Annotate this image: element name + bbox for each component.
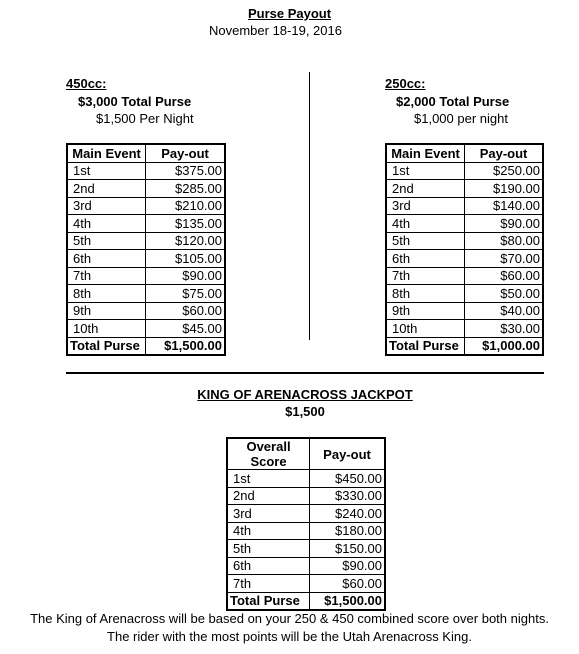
table-row <box>386 197 543 215</box>
vertical-divider <box>309 72 310 340</box>
place-cell: 8th <box>386 285 465 303</box>
payout-cell: $45.00 <box>146 320 225 338</box>
table-row <box>386 215 543 233</box>
class-450-per-night: $1,500 Per Night <box>96 111 194 126</box>
payout-table-450 <box>66 143 226 356</box>
payout-cell: $90.00 <box>146 267 225 285</box>
place-cell: 3rd <box>67 197 146 215</box>
place-cell: 5th <box>67 232 146 250</box>
table-row <box>386 302 543 320</box>
table-row <box>227 487 385 505</box>
total-value: $1,500.00 <box>146 337 225 355</box>
table-row <box>67 302 225 320</box>
col-header-main-event: Main Event <box>67 144 146 162</box>
table-row <box>67 215 225 233</box>
table-row <box>227 470 385 488</box>
total-label: Total Purse <box>227 592 310 610</box>
class-250-label: 250cc: <box>385 76 426 91</box>
place-cell: 4th <box>386 215 465 233</box>
place-cell: 1st <box>227 470 310 488</box>
footer-line-2: The rider with the most points will be the Utah Arenacross King. <box>107 629 472 644</box>
place-cell: 8th <box>67 285 146 303</box>
payout-cell: $330.00 <box>310 487 385 505</box>
jackpot-title: KING OF ARENACROSS JACKPOT <box>197 387 413 402</box>
payout-cell: $60.00 <box>310 575 385 593</box>
table-row <box>386 250 543 268</box>
payout-cell: $450.00 <box>310 470 385 488</box>
payout-cell: $180.00 <box>310 522 385 540</box>
place-cell: 3rd <box>386 197 465 215</box>
payout-cell: $90.00 <box>310 557 385 575</box>
event-date: November 18-19, 2016 <box>209 23 342 38</box>
place-cell: 5th <box>227 540 310 558</box>
place-cell: 10th <box>67 320 146 338</box>
class-250-per-night: $1,000 per night <box>414 111 508 126</box>
payout-cell: $105.00 <box>146 250 225 268</box>
col-header-main-event: Main Event <box>386 144 465 162</box>
payout-cell: $30.00 <box>465 320 543 338</box>
table-row <box>386 320 543 338</box>
payout-cell: $140.00 <box>465 197 543 215</box>
place-cell: 3rd <box>227 505 310 523</box>
class-450-label: 450cc: <box>66 76 107 91</box>
footer-line-1: The King of Arenacross will be based on your 250 & 450 combined score over both nights. <box>30 611 549 626</box>
place-cell: 1st <box>67 162 146 180</box>
payout-cell: $80.00 <box>465 232 543 250</box>
place-cell: 4th <box>67 215 146 233</box>
place-cell: 2nd <box>386 180 465 198</box>
payout-cell: $120.00 <box>146 232 225 250</box>
table-row <box>227 557 385 575</box>
place-cell: 4th <box>227 522 310 540</box>
total-row <box>67 337 225 355</box>
place-cell: 2nd <box>67 180 146 198</box>
place-cell: 9th <box>386 302 465 320</box>
table-row <box>67 320 225 338</box>
table-row <box>227 522 385 540</box>
payout-cell: $50.00 <box>465 285 543 303</box>
place-cell: 9th <box>67 302 146 320</box>
place-cell: 10th <box>386 320 465 338</box>
payout-cell: $375.00 <box>146 162 225 180</box>
payout-cell: $60.00 <box>146 302 225 320</box>
payout-cell: $75.00 <box>146 285 225 303</box>
total-value: $1,500.00 <box>310 592 385 610</box>
class-250-total-purse: $2,000 Total Purse <box>396 94 510 109</box>
table-row <box>386 232 543 250</box>
table-row <box>386 180 543 198</box>
table-row <box>227 575 385 593</box>
table-row <box>386 285 543 303</box>
col-header-overall-score: Overall Score <box>227 438 310 470</box>
table-row <box>227 540 385 558</box>
payout-cell: $250.00 <box>465 162 543 180</box>
payout-cell: $285.00 <box>146 180 225 198</box>
place-cell: 6th <box>227 557 310 575</box>
table-row <box>67 285 225 303</box>
total-value: $1,000.00 <box>465 337 543 355</box>
table-row <box>67 232 225 250</box>
place-cell: 2nd <box>227 487 310 505</box>
place-cell: 6th <box>67 250 146 268</box>
payout-cell: $210.00 <box>146 197 225 215</box>
place-cell: 5th <box>386 232 465 250</box>
total-label: Total Purse <box>386 337 465 355</box>
total-row <box>227 592 385 610</box>
payout-table-250 <box>385 143 544 356</box>
table-row <box>67 250 225 268</box>
table-row <box>67 162 225 180</box>
place-cell: 7th <box>386 267 465 285</box>
payout-cell: $135.00 <box>146 215 225 233</box>
table-row <box>67 267 225 285</box>
table-row <box>386 267 543 285</box>
total-row <box>386 337 543 355</box>
total-label: Total Purse <box>67 337 146 355</box>
col-header-payout: Pay-out <box>465 144 543 162</box>
payout-cell: $90.00 <box>465 215 543 233</box>
payout-cell: $40.00 <box>465 302 543 320</box>
table-header-row <box>386 144 543 162</box>
page-title: Purse Payout <box>247 6 332 21</box>
payout-cell: $240.00 <box>310 505 385 523</box>
class-450-total-purse: $3,000 Total Purse <box>78 94 192 109</box>
payout-cell: $60.00 <box>465 267 543 285</box>
payout-cell: $70.00 <box>465 250 543 268</box>
table-header-row <box>227 438 385 470</box>
table-row <box>67 180 225 198</box>
place-cell: 1st <box>386 162 465 180</box>
place-cell: 6th <box>386 250 465 268</box>
table-row <box>67 197 225 215</box>
horizontal-divider <box>66 372 544 374</box>
table-row <box>227 505 385 523</box>
col-header-payout: Pay-out <box>146 144 225 162</box>
place-cell: 7th <box>227 575 310 593</box>
payout-cell: $190.00 <box>465 180 543 198</box>
place-cell: 7th <box>67 267 146 285</box>
jackpot-amount: $1,500 <box>285 404 325 419</box>
col-header-payout: Pay-out <box>310 438 385 470</box>
table-header-row <box>67 144 225 162</box>
jackpot-table <box>226 437 386 611</box>
table-row <box>386 162 543 180</box>
payout-cell: $150.00 <box>310 540 385 558</box>
